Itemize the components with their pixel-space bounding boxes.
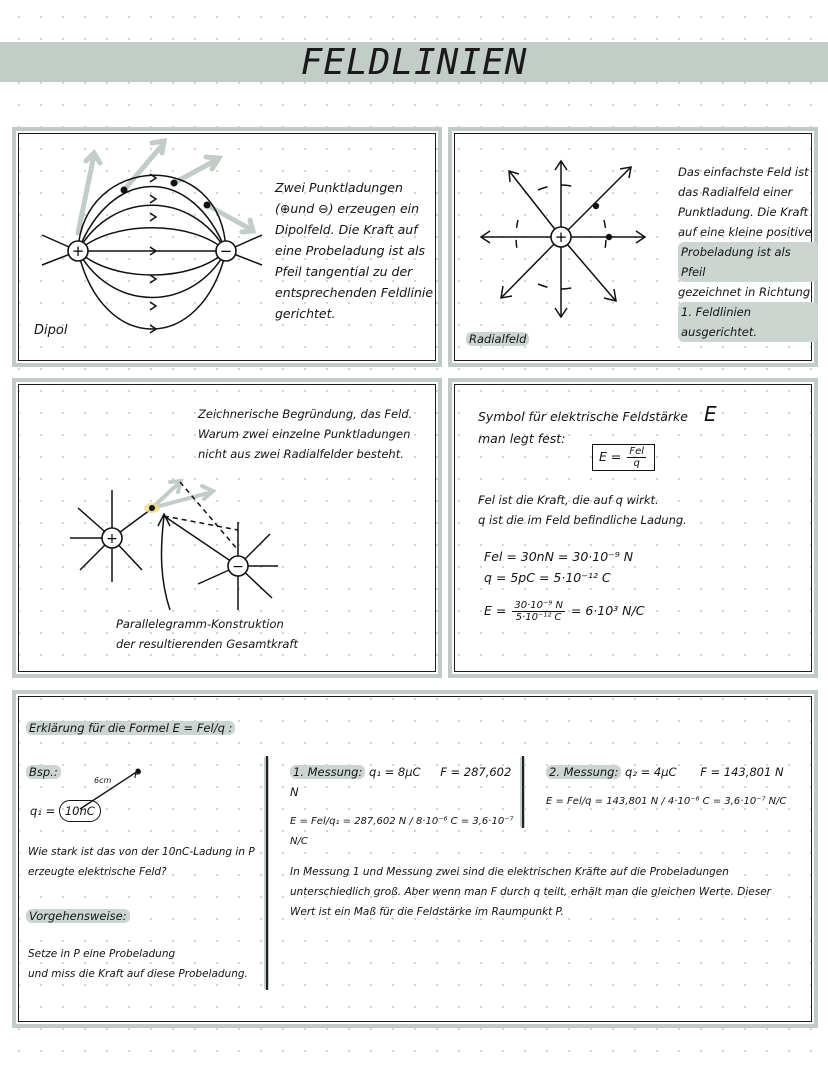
text-line: Pfeil tangential zu der — [275, 264, 413, 279]
bsp-text: Bsp.: — [26, 765, 61, 779]
symbol-heading: Symbol für elektrische Feldstärke — [478, 409, 688, 424]
formula-lhs: E = — [599, 449, 622, 464]
symbol-calc — [484, 546, 804, 623]
text-line: 1. Feldlinien ausgerichtet. — [678, 302, 818, 342]
calc3-lhs: E = — [484, 603, 507, 618]
text-line: gerichtet. — [275, 306, 336, 321]
bsp-label — [26, 762, 61, 782]
conclusion-line: In Messung 1 und Messung zwei sind die elektrischen Kräfte auf die Probeladungen — [290, 866, 729, 878]
caption-line: der resultierenden Gesamtkraft — [116, 637, 298, 651]
text-line: Zeichnerische Begründung, das Feld. — [198, 407, 413, 421]
explain-line: Fel ist die Kraft, die auf q wirkt. — [478, 493, 659, 507]
symbol-formula-box — [592, 444, 655, 471]
vorgehen-label — [26, 906, 130, 926]
dipol-label: Dipol — [34, 323, 68, 338]
conclusion — [290, 862, 810, 922]
m1-F: F = 287,602 N — [290, 765, 512, 799]
calc3-num: 30·10⁻⁹ N — [514, 600, 563, 611]
text-line: Zwei Punktladungen — [275, 180, 403, 195]
text-line: eine Probeladung ist als — [275, 243, 426, 258]
conclusion-line: unterschiedlich groß. Aber wenn man F durch q teilt, erhält man die gleichen Werte. Dieser — [290, 886, 771, 898]
messung2 — [546, 762, 811, 812]
m1-label: 1. Messung: — [290, 765, 365, 779]
radial-label-text: Radialfeld — [466, 332, 529, 346]
plus-charge: + — [106, 531, 118, 547]
calc-line: q = 5pC = 5·10⁻¹² C — [484, 570, 611, 585]
conclusion-line: Wert ist ein Maß für die Feldstärke im Raumpunkt P. — [290, 906, 564, 918]
minus-charge: − — [232, 559, 244, 575]
point-label: P — [134, 767, 141, 781]
distance-label: 6cm — [94, 776, 112, 785]
text-line: das Radialfeld einer — [678, 185, 793, 199]
text-line: Warum zwei einzelne Punktladungen — [198, 427, 411, 441]
symbol-line1 — [478, 404, 717, 427]
m2-F: F = 143,801 N — [700, 765, 784, 779]
text-line: gezeichnet in Richtung — [678, 285, 811, 299]
vorgehen-line: und miss die Kraft auf diese Probeladung. — [28, 968, 248, 980]
m2-label: 2. Messung: — [546, 765, 621, 779]
formula-num: Fel — [629, 446, 645, 457]
calc-line: Fel = 30nN = 30·10⁻⁹ N — [484, 549, 634, 564]
erklaerung-heading — [26, 718, 235, 738]
charge-value: 10nC — [59, 800, 101, 822]
erklaerung-heading-text: Erklärung für die Formel E = Fel/q : — [26, 721, 235, 735]
messung1-header — [290, 762, 515, 802]
radial-diagram — [478, 160, 648, 320]
calc3-den: 5·10⁻¹² C — [515, 612, 562, 623]
question-line: erzeugte elektrische Feld? — [28, 866, 167, 878]
text-line: auf eine kleine positive — [678, 225, 812, 239]
superposition-diagram — [60, 470, 290, 620]
text-line: Punktladung. Die Kraft — [678, 205, 809, 219]
messung1 — [290, 762, 515, 852]
m1-q: q₁ = 8μC — [369, 765, 421, 779]
divider-middle — [520, 756, 525, 828]
question-line: Wie stark ist das von der 10nC-Ladung in P — [28, 846, 255, 858]
text-line: nicht aus zwei Radialfelder besteht. — [198, 447, 404, 461]
m2-q: q₂ = 4μC — [625, 765, 677, 779]
radial-plus-charge: + — [554, 228, 568, 246]
calc-line — [484, 600, 804, 623]
symbol-explain — [478, 490, 808, 530]
text-line: Dipolfeld. Die Kraft auf — [275, 222, 418, 237]
charge-label — [30, 800, 101, 822]
minus-charge: − — [219, 242, 233, 260]
page-title: FELDLINIEN — [300, 42, 528, 83]
begruendung-caption — [116, 614, 316, 654]
messung2-header — [546, 762, 811, 782]
text-line: Das einfachste Feld ist — [678, 165, 809, 179]
radial-label — [466, 329, 529, 349]
question — [28, 842, 268, 882]
vorgehen-lines — [28, 944, 268, 984]
symbol-line2: man legt fest: — [478, 431, 566, 446]
radial-text — [678, 162, 818, 342]
divider-left — [264, 756, 269, 990]
plus-charge: + — [71, 242, 85, 260]
vorgehen-line: Setze in P eine Probeladung — [28, 948, 176, 960]
vorgehen-text: Vorgehensweise: — [26, 909, 130, 923]
text-line: Probeladung ist als Pfeil — [678, 242, 818, 282]
text-line: (⊕und ⊖) erzeugen ein — [275, 201, 420, 216]
dipol-text — [275, 177, 435, 324]
m2-formula: E = Fel/q = 143,801 N / 4·10⁻⁶ C = 3,6·10⁻⁷ N/C — [546, 796, 787, 807]
calc3-rhs: = 6·10³ N/C — [570, 603, 645, 618]
text-line: entsprechenden Feldlinie — [275, 285, 434, 300]
symbol-E: E — [703, 402, 717, 426]
explain-line: q ist die im Feld befindliche Ladung. — [478, 513, 687, 527]
charge-lhs: q₁ = — [30, 804, 56, 818]
caption-line: Parallelegramm-Konstruktion — [116, 617, 284, 631]
formula-den: q — [633, 458, 640, 469]
begruendung-text — [198, 404, 438, 464]
m1-formula: E = Fel/q₁ = 287,602 N / 8·10⁻⁶ C = 3,6·10⁻⁷ N/C — [290, 816, 514, 847]
